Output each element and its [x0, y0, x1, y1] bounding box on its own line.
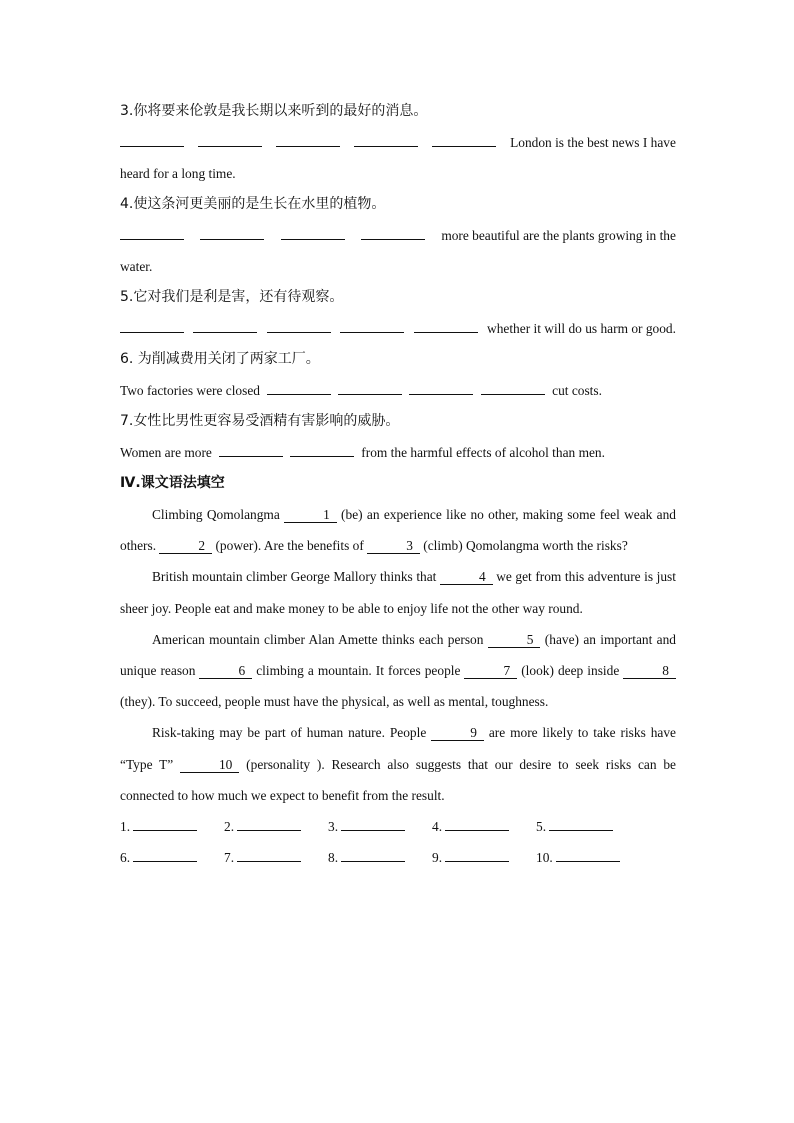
paragraph-text: Risk-taking may be part of human nature. People [152, 725, 432, 741]
blank[interactable] [340, 331, 404, 333]
item-5-prompt: 5.它对我们是利是害，还有待观察。 [120, 289, 344, 305]
answer-row-1 [120, 811, 676, 842]
blank[interactable] [361, 238, 425, 240]
answer-cell-1 [120, 811, 224, 842]
numbered-blank-2[interactable]: 2 [159, 538, 212, 554]
numbered-blank-3[interactable]: 3 [367, 538, 420, 554]
blank[interactable] [481, 393, 545, 395]
answer-cell-8 [328, 842, 432, 873]
item-3-prompt: 3.你将要来伦敦是我长期以来听到的最好的消息。 [120, 103, 428, 119]
answer-cell-2 [224, 811, 328, 842]
answer-blank[interactable] [445, 860, 509, 862]
paragraph-text: are more likely to take risks have “Type T” [120, 725, 676, 772]
item-5-answer-line [120, 313, 676, 344]
item-7-text-after: from the harmful effects of alcohol than men. [361, 445, 605, 460]
answer-row-2 [120, 842, 676, 873]
numbered-blank-5[interactable]: 5 [488, 632, 541, 648]
answer-blank[interactable] [133, 860, 197, 862]
answer-blank[interactable] [341, 860, 405, 862]
paragraph-text: American mountain climber Alan Amette thinks each person [152, 631, 488, 647]
answer-label: 4. [432, 819, 443, 835]
answer-cell-4 [432, 811, 536, 842]
item-3-text: London is the best news I have [510, 135, 676, 150]
numbered-blank-1[interactable]: 1 [284, 507, 337, 523]
answer-blank[interactable] [237, 860, 301, 862]
paragraph-text: (look) deep inside [517, 663, 624, 679]
blank[interactable] [193, 331, 257, 333]
paragraph-text: (power). Are the benefits of [212, 538, 368, 554]
item-6-text-after: cut costs. [552, 383, 602, 398]
item-4-answer-line [120, 220, 676, 251]
answer-blank[interactable] [445, 829, 509, 831]
paragraph-1 [120, 499, 676, 561]
answer-label: 1. [120, 819, 131, 835]
answer-cell-7 [224, 842, 328, 873]
blank[interactable] [267, 393, 331, 395]
paragraph-text: (have) an important and unique reason [120, 631, 677, 679]
item-6-answer-line [120, 375, 676, 406]
item-3-continuation: heard for a long time. [120, 166, 236, 181]
blank[interactable] [200, 238, 264, 240]
paragraph-text: we get from this adventure is just sheer joy. People eat and make money to be able to enjoy life not the other way round. [120, 569, 676, 616]
answer-label: 2. [224, 819, 235, 835]
paragraph-text: (climb) Qomolangma worth the risks? [419, 538, 628, 554]
item-4-prompt: 4.使这条河更美丽的是生长在水里的植物。 [120, 196, 386, 212]
paragraph-text: climbing a mountain. It forces people [252, 663, 465, 679]
blank[interactable] [432, 145, 496, 147]
item-5-text: whether it will do us harm or good. [487, 321, 676, 336]
blank[interactable] [354, 145, 418, 147]
paragraph-text: (they). To succeed, people must have the physical, as well as mental, toughness. [120, 694, 549, 710]
answer-label: 9. [432, 850, 443, 866]
answer-label: 6. [120, 850, 131, 866]
blank[interactable] [409, 393, 473, 395]
answer-blank[interactable] [556, 860, 620, 862]
numbered-blank-4[interactable]: 4 [440, 569, 493, 585]
item-6-prompt: 6. 为削减费用关闭了两家工厂。 [120, 351, 320, 367]
answer-cell-5 [536, 811, 640, 842]
blank[interactable] [120, 238, 184, 240]
answer-label: 7. [224, 850, 235, 866]
blank[interactable] [120, 145, 184, 147]
answer-blank[interactable] [549, 829, 613, 831]
item-7-text-before: Women are more [120, 445, 212, 460]
answer-blank[interactable] [341, 829, 405, 831]
paragraph-text: (personality ). Research also suggests that our desire to seek risks can be connected to how much we expect to benefit from the result. [120, 756, 676, 803]
blank[interactable] [120, 331, 184, 333]
blank[interactable] [267, 331, 331, 333]
answer-cell-10 [536, 842, 640, 873]
paragraph-text: (be) an experience like no other, making some feel weak and others. [120, 507, 676, 554]
section-heading: Ⅳ.课文语法填空 [120, 475, 225, 491]
paragraph-4 [120, 717, 676, 811]
answer-blank[interactable] [133, 829, 197, 831]
blank[interactable] [290, 455, 354, 457]
blank[interactable] [219, 455, 283, 457]
item-4-text: more beautiful are the plants growing in the [441, 228, 676, 243]
blank[interactable] [198, 145, 262, 147]
paragraph-text: British mountain climber George Mallory thinks that [152, 569, 440, 585]
item-6-text-before: Two factories were closed [120, 383, 260, 398]
item-3-answer-line [120, 127, 676, 158]
answer-label: 10. [536, 850, 553, 866]
numbered-blank-10[interactable]: 10 [180, 757, 239, 773]
answer-label: 3. [328, 819, 339, 835]
paragraph-text: Climbing Qomolangma [152, 507, 285, 522]
paragraph-2 [120, 561, 676, 623]
numbered-blank-8[interactable]: 8 [623, 663, 676, 679]
worksheet-page [120, 96, 676, 873]
item-7-answer-line [120, 437, 676, 468]
item-7-prompt: 7.女性比男性更容易受酒精有害影响的威胁。 [120, 413, 400, 429]
numbered-blank-7[interactable]: 7 [464, 663, 517, 679]
answer-cell-3 [328, 811, 432, 842]
blank[interactable] [338, 393, 402, 395]
answer-cell-6 [120, 842, 224, 873]
blank[interactable] [414, 331, 478, 333]
numbered-blank-9[interactable]: 9 [431, 725, 484, 741]
paragraph-3 [120, 624, 676, 718]
blank[interactable] [281, 238, 345, 240]
answer-label: 8. [328, 850, 339, 866]
item-4-continuation: water. [120, 259, 153, 274]
answer-cell-9 [432, 842, 536, 873]
blank[interactable] [276, 145, 340, 147]
answer-label: 5. [536, 819, 547, 835]
numbered-blank-6[interactable]: 6 [199, 663, 252, 679]
answer-blank[interactable] [237, 829, 301, 831]
